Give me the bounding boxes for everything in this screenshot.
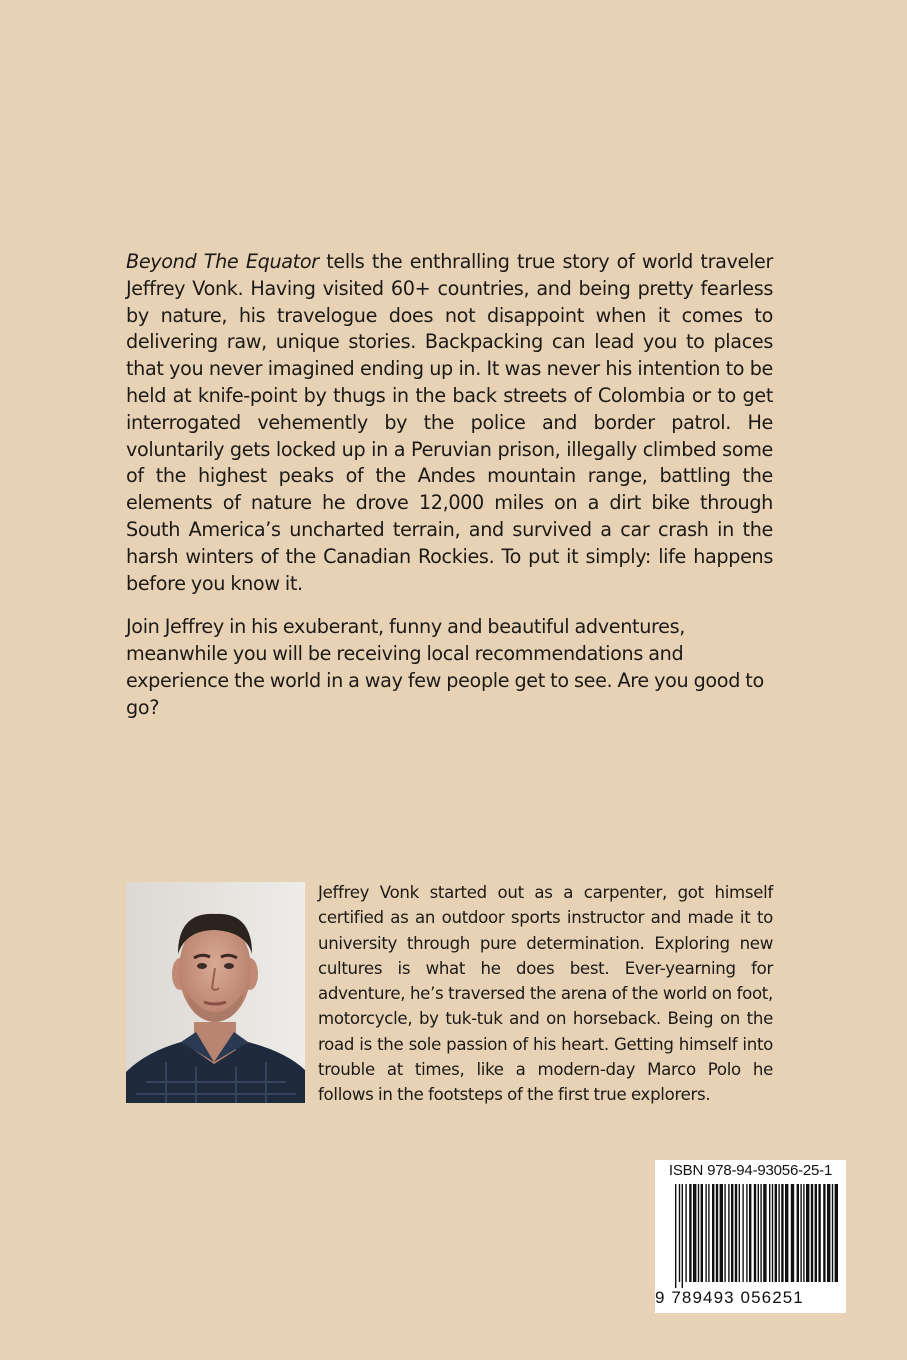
barcode-bar [772, 1184, 773, 1282]
isbn-label: ISBN 978-94-93056-25-1 [668, 1162, 833, 1179]
barcode-bar [815, 1184, 817, 1282]
isbn-digits: 9 789493 056251 [655, 1288, 804, 1307]
barcode-bar [728, 1184, 729, 1282]
barcode-bar [785, 1184, 788, 1282]
barcode-bar [769, 1184, 770, 1282]
barcode-bar [693, 1184, 696, 1282]
barcode-bar [823, 1184, 825, 1282]
barcode-bar [803, 1184, 804, 1282]
barcode [655, 1182, 846, 1290]
barcode-bar [778, 1184, 779, 1282]
barcode-bar [754, 1184, 756, 1282]
barcode-bar [775, 1184, 777, 1282]
barcode-bar [698, 1184, 699, 1282]
barcode-bar [701, 1184, 703, 1282]
isbn-barcode-block [655, 1160, 846, 1313]
barcode-bar [781, 1184, 783, 1282]
blurb-paragraph-1 [126, 249, 773, 597]
barcode-bar [712, 1184, 714, 1282]
back-cover-blurb [126, 249, 773, 739]
barcode-bar [675, 1184, 676, 1288]
barcode-bar [705, 1184, 706, 1282]
barcode-bar [679, 1184, 680, 1282]
book-title: Beyond The Equator [126, 250, 319, 273]
barcode-bar [760, 1184, 761, 1282]
barcode-bar [818, 1184, 820, 1282]
barcode-bar [763, 1184, 766, 1282]
barcode-bar [708, 1184, 709, 1282]
barcode-bar [800, 1184, 801, 1282]
blurb-paragraph-2: Join Jeffrey in his exuberant, funny and beautiful adventures, meanwhile you will be receiving local recommendations and experience the world in a way few people get to see. Are you good to go? [126, 615, 764, 719]
barcode-bar [724, 1184, 725, 1282]
barcode-bar [742, 1184, 743, 1282]
barcode-bar [791, 1184, 794, 1282]
barcode-bar [835, 1184, 838, 1282]
blurb-paragraph-1-text: tells the enthralling true story of world traveler Jeffrey Vonk. Having visited 60+ countries, and being pretty fearless by nature, his travelogue does not disappoint when it comes to delivering raw, unique stories. Backpacking can lead you to places that you never imagined ending up in. It was never his intention to be held at knife-point by thugs in the back streets of Colombia or to get interrogated vehemently by the police and border patrol. He voluntarily gets locked up in a Peruvian prison, illegally climbed some of the highest peaks of the Andes mountain range, battling the elements of nature he drove 12,000 miles on a dirt bike through South America’s uncharted terrain, and survived a car crash in the harsh winters of the Canadian Rockies. To put it simply: life happens before you know it. [126, 250, 773, 595]
barcode-bar [746, 1184, 747, 1282]
barcode-bar [739, 1184, 740, 1282]
barcode-bar [811, 1184, 813, 1282]
author-photo [126, 882, 305, 1103]
barcode-bar [689, 1184, 691, 1282]
barcode-bar [731, 1184, 733, 1282]
barcode-bar [806, 1184, 809, 1282]
barcode-bar [827, 1184, 830, 1282]
author-bio: Jeffrey Vonk started out as a carpenter, got himself certified as an outdoor sports instructor and made it to university through pure determination. Exploring new cultures is what he does best. Ever-yearning for adventure, he’s traversed the arena of the world on foot, motorcycle, by tuk-tuk and on horseback. Being on the road is the sole passion of his heart. Getting himself into trouble at times, like a modern-day Marco Polo he follows in the footsteps of the first true explorers. [318, 883, 773, 1105]
barcode-bar [832, 1184, 833, 1282]
barcode-bar [735, 1184, 737, 1282]
barcode-bar [682, 1184, 683, 1288]
barcode-bar [797, 1184, 799, 1282]
barcode-bar [720, 1184, 723, 1282]
barcode-bar [749, 1184, 751, 1282]
barcode-bar [685, 1184, 686, 1282]
barcode-bar [716, 1184, 718, 1282]
barcode-bar [758, 1184, 759, 1282]
